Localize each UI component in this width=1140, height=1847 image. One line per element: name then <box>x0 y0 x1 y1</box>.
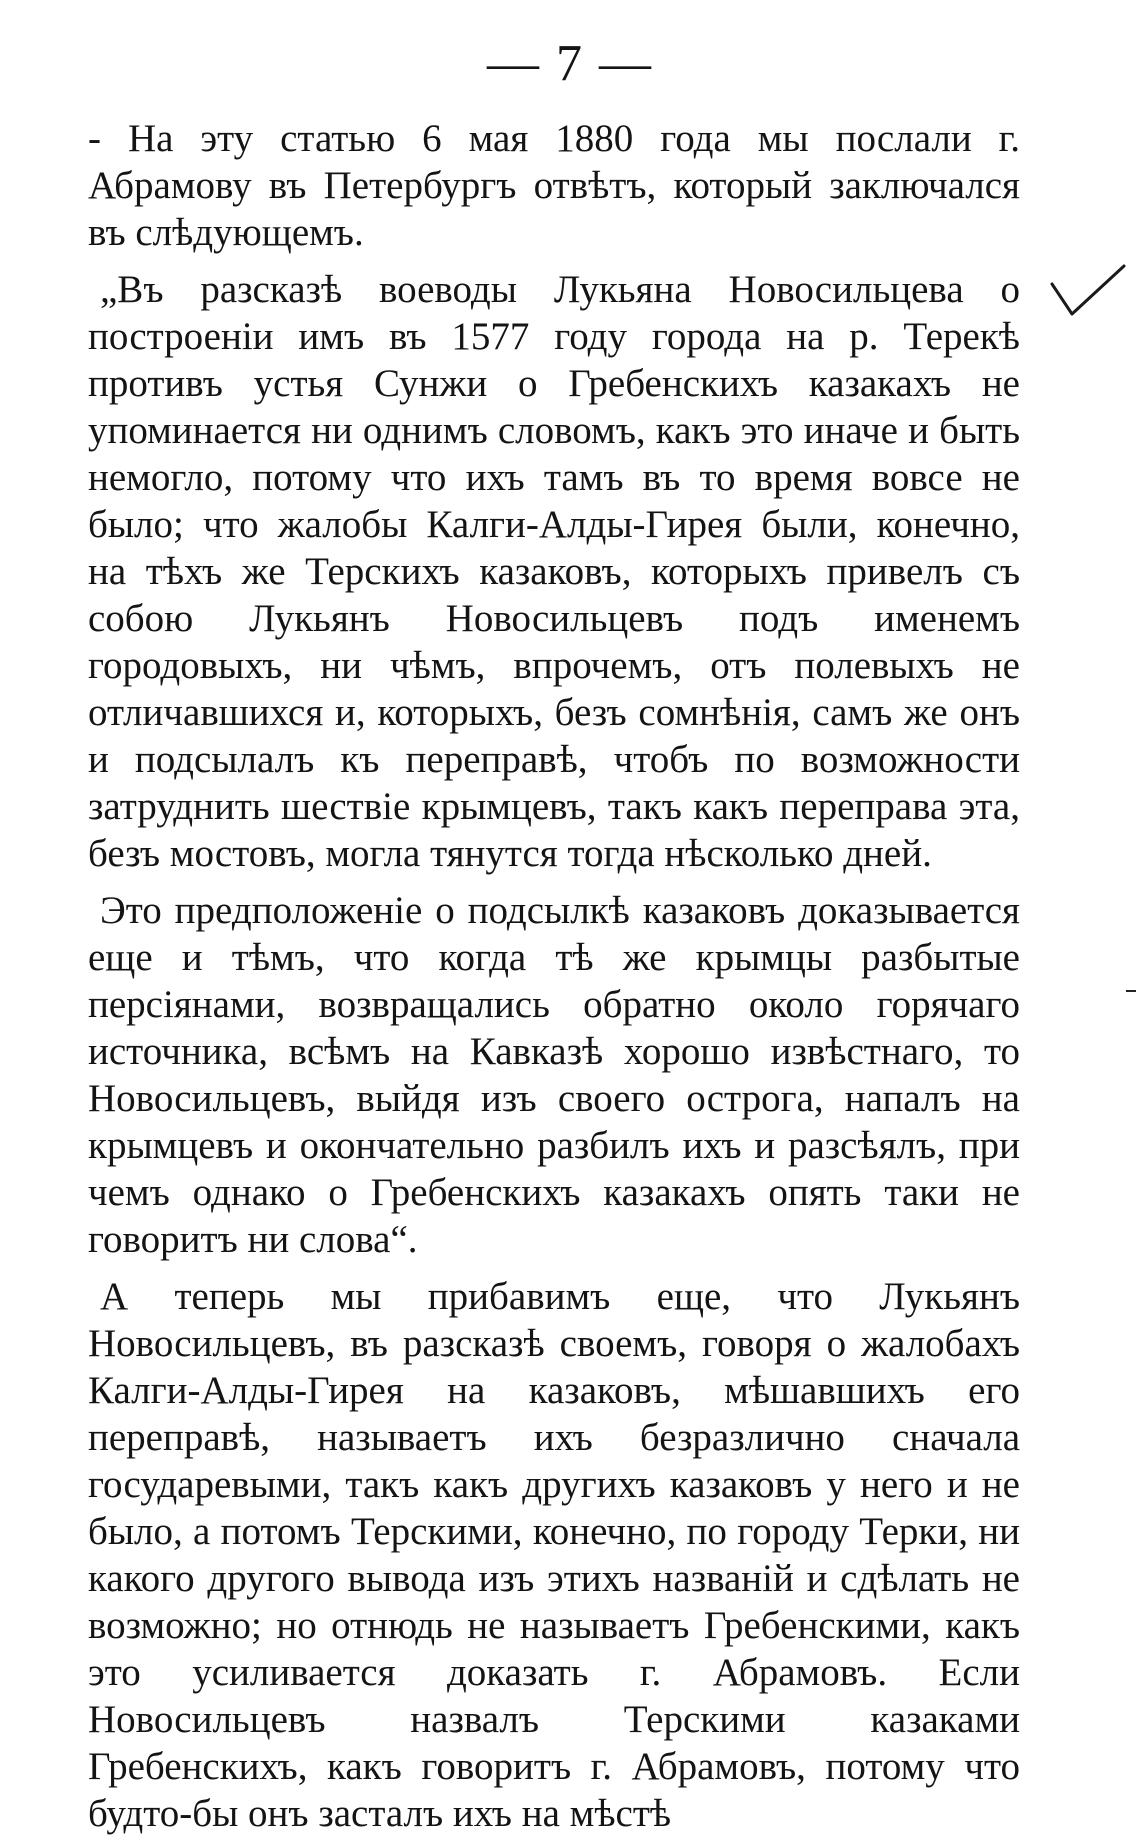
paragraph-1: - На эту статью 6 мая 1880 года мы послали г. Абрамову въ Петербургъ отвѣтъ, который заключался въ слѣдующемъ. <box>88 117 1020 254</box>
paragraph-3: Это предположеніе о подсылкѣ казаковъ доказывается еще и тѣмъ, что когда тѣ же крымцы разбытые персіянами, возвращались обратно около горячаго источника, всѣмъ на Кавказѣ хорошо извѣстнаго, то Новосильцевъ, выйдя изъ своего острога, напалъ на крымцевъ и окончательно разбилъ ихъ и разсѣялъ, при чемъ однако о Гребенскихъ казакахъ опять таки не говоритъ ни слова“. <box>88 889 1020 1261</box>
margin-mark <box>1126 990 1136 992</box>
handwritten-checkmark-icon <box>1048 262 1128 322</box>
text-body <box>88 115 1020 1847</box>
page-number: — 7 — <box>487 35 653 92</box>
paragraph-2: „Въ разсказѣ воеводы Лукьяна Новосильцева о построеніи имъ въ 1577 году города на р. Терекѣ противъ устья Сунжи о Гребенскихъ казакахъ не упоминается ни однимъ словомъ, какъ это иначе и быть немогло, потому что ихъ тамъ въ то время вовсе не было; что жалобы Калги-Алды-Гирея были, конечно, на тѣхъ же Терскихъ казаковъ, которыхъ привелъ съ собою Лукьянъ Новосильцевъ подъ именемъ городовыхъ, ни чѣмъ, впрочемъ, отъ полевыхъ не отличавшихся и, которыхъ, безъ сомнѣнія, самъ же онъ и подсылалъ къ переправѣ, чтобъ по возможности затруднить шествіе крымцевъ, такъ какъ переправа эта, безъ мостовъ, могла тянутся тогда нѣсколько дней. <box>88 268 1020 875</box>
paragraph-4: А теперь мы прибавимъ еще, что Лукьянъ Новосильцевъ, въ разсказѣ своемъ, говоря о жалобахъ Калги-Алды-Гирея на казаковъ, мѣшавшихъ его переправѣ, называетъ ихъ безразлично сначала государевыми, такъ какъ другихъ казаковъ у него и не было, а потомъ Терскими, конечно, по городу Терки, ни какого другого вывода изъ этихъ названій и сдѣлать не возможно; но отнюдь не называетъ Гребенскими, какъ это усиливается доказать г. Абрамовъ. Если Новосильцевъ назвалъ Терскими казаками Гребенскихъ, какъ говоритъ г. Абрамовъ, потому что будто-бы онъ засталъ ихъ на мѣстѣ <box>88 1275 1020 1835</box>
